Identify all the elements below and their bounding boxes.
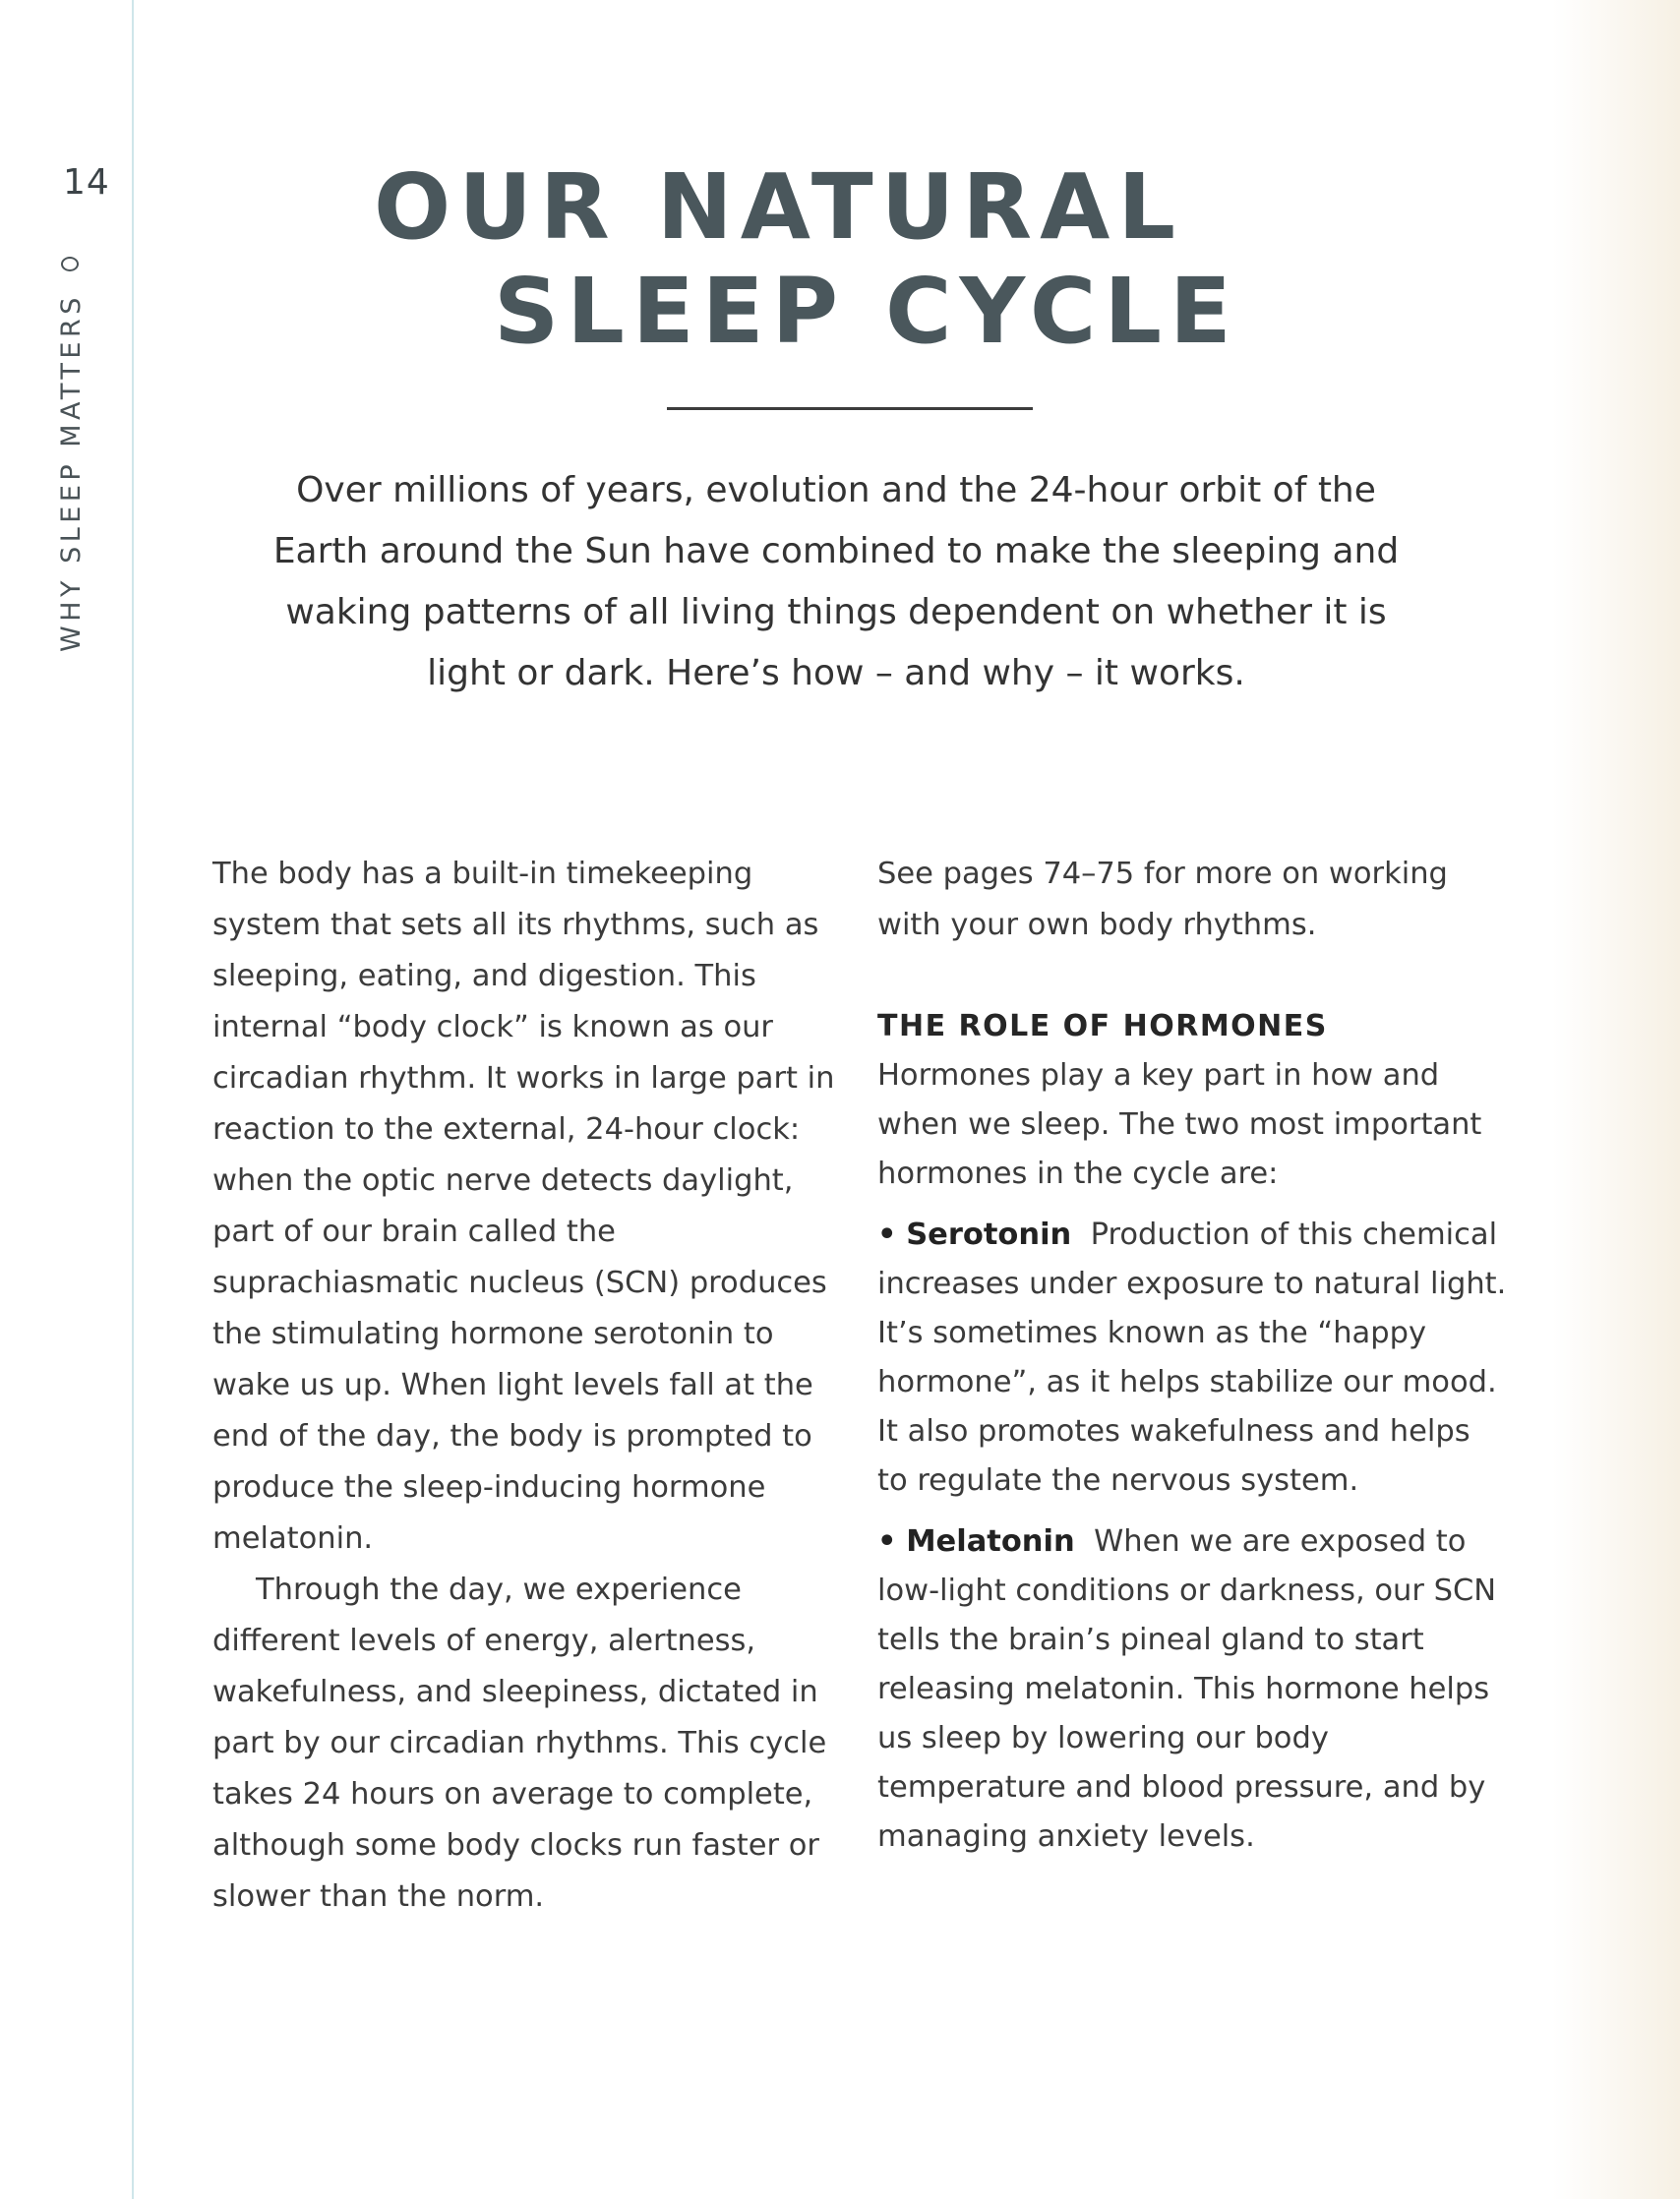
hormone-description: When we are exposed to low-light conditions or darkness, our SCN tells the brain’s pineal gland to start releasing melatonin. This hormone helps us sleep by lowering our body temperature and blood pressure, and by managing anxiety levels. <box>877 1524 1497 1854</box>
title-line-1: OUR NATURAL <box>374 154 1183 260</box>
hormone-description: Production of this chemical increases under exposure to natural light. It’s sometimes known as the “happy hormone”, as it helps stabilize our mood. It also promotes wakefulness and helps to regulate the nervous system. <box>877 1218 1507 1498</box>
bullet-icon: • <box>877 1218 897 1252</box>
body-paragraph-1: The body has a built-in timekeeping system that sets all its rhythms, such as sleeping, eating, and digestion. This internal “body clock” is known as our circadian rhythm. It works in large part in reaction to the external, 24-hour clock: when the optic nerve detects daylight, part of our brain called the suprachiasmatic nucleus (SCN) produces the stimulating hormone serotonin to wake us up. When light levels fall at the end of the day, the body is prompted to produce the sleep-inducing hormone melatonin. <box>212 857 835 1556</box>
page-number: 14 <box>63 162 110 203</box>
hormone-item-melatonin <box>877 1517 1507 1862</box>
page-edge-tint <box>1552 0 1680 2199</box>
section-heading: THE ROLE OF HORMONES <box>877 1009 1328 1043</box>
cross-reference: See pages 74–75 for more on working with your own body rhythms. <box>877 857 1448 942</box>
section-intro: Hormones play a key part in how and when we sleep. The two most important hormones in the cycle are: <box>877 1058 1482 1191</box>
bullet-icon: • <box>877 1524 897 1559</box>
hormone-name: Melatonin <box>906 1524 1075 1559</box>
hormone-name: Serotonin <box>906 1218 1072 1252</box>
title-line-2: SLEEP CYCLE <box>494 259 1239 364</box>
right-column <box>877 849 1507 1862</box>
left-column <box>212 849 842 1923</box>
margin-rule <box>132 0 134 2199</box>
circle-ornament-icon <box>61 257 79 271</box>
page-title <box>374 155 1357 364</box>
running-head-label: WHY SLEEP MATTERS <box>56 293 87 652</box>
body-paragraph-2: Through the day, we experience different levels of energy, alertness, wakefulness, and sleepiness, dictated in part by our circadian rhythms. This cycle takes 24 hours on average to complete, although some body clocks run faster or slower than the norm. <box>212 1573 827 1914</box>
hormone-item-serotonin <box>877 1211 1507 1506</box>
intro-paragraph: Over millions of years, evolution and the 24-hour orbit of the Earth around the Sun have combined to make the sleeping and waking patterns of all living things dependent on whether it is light or dark. Here’s how – and why – it works. <box>272 470 1400 693</box>
title-divider <box>667 407 1033 410</box>
